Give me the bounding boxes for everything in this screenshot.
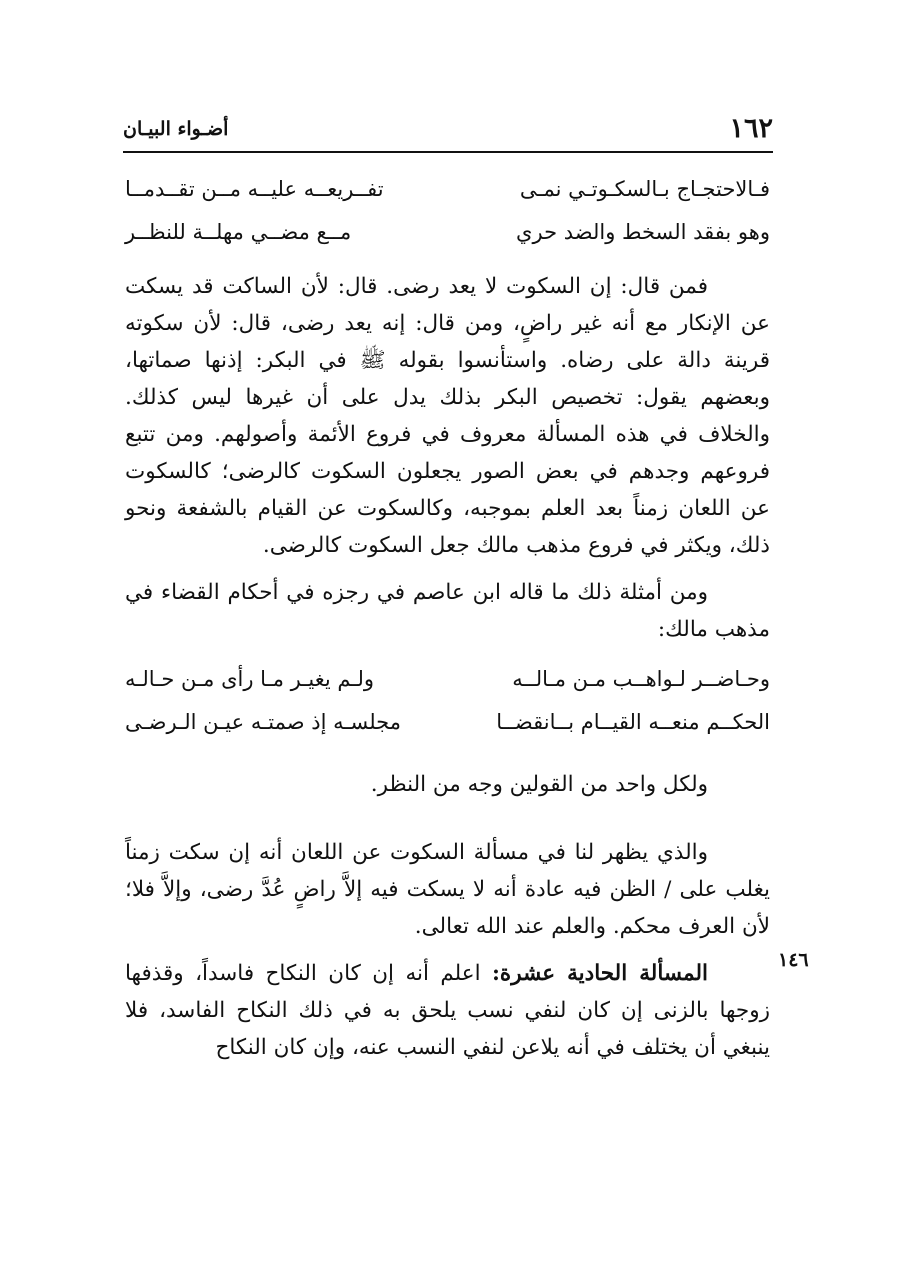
verse-second-hemistich: تفــريعــه عليــه مــن تقــدمــا [125, 177, 384, 201]
header-rule [123, 151, 773, 153]
verse-second-hemistich: ولـم يغيـر مـا رأى مـن حـالـه [125, 667, 375, 691]
verse-commentary: ولكل واحد من القولين وجه من النظر. [370, 771, 708, 797]
verse-second-hemistich: مــع مضــي مهلــة للنظــر [125, 220, 352, 244]
book-title: أضـواء البيـان [123, 118, 229, 140]
paragraph [125, 955, 770, 1066]
verse-line [125, 658, 770, 701]
verse-first-hemistich: الحكــم منعــه القيــام بــانقضــا [496, 710, 770, 734]
page-body [125, 168, 770, 1066]
page-number: ١٦٢ [729, 113, 773, 144]
margin-page-reference: ١٤٦ [778, 949, 809, 971]
verse-line [125, 168, 770, 211]
paragraph-text: اعلم أنه إن كان النكاح فاسداً، وقذفها زوجها بالزنى إن كان لنفي نسب يلحق به في ذلك النكاح الفاسد، فلا ينبغي أن يختلف في أنه يلاعن لنفي النسب عنه، وإن كان النكاح [125, 961, 770, 1060]
section-heading: المسألة الحادية عشرة: [492, 961, 709, 986]
verse-line [125, 211, 770, 254]
paragraph: والذي يظهر لنا في مسألة السكوت عن اللعان أنه إن سكت زمناً يغلب على / الظن فيه عادة أنه لا يسكت فيه إلاَّ راضٍ عُدَّ رضى، وإلاَّ فلا؛ لأن العرف محكم. والعلم عند الله تعالى. [125, 840, 770, 939]
verse-second-hemistich: مجلسـه إذ صمتـه عيـن الـرضـى [125, 710, 401, 734]
verse-first-hemistich: وحـاضــر لـواهــب مـن مـالــه [512, 667, 770, 691]
verse-line [125, 701, 770, 744]
paragraph: فمن قال: إن السكوت لا يعد رضى. قال: لأن الساكت قد يسكت عن الإنكار مع أنه غير راضٍ، ومن قال: إنه يعد رضى، قال: لأن سكوته قرينة دالة على رضاه. واستأنسوا بقوله ﷺ في البكر: إذنها صماتها، وبعضهم يقول: تخصيص البكر بذلك يدل على أن غيرها ليس كذلك. والخلاف في هذه المسألة معروف في فروع الأئمة وأصولهم. ومن تتبع فروعهم وجدهم في بعض الصور يجعلون السكوت كالرضى؛ كالسكوت عن اللعان زمناً بعد العلم بموجبه، وكالسكوت عن القيام بالشفعة ونحو ذلك، ويكثر في فروع مذهب مالك جعل السكوت كالرضى. [125, 274, 770, 558]
verse-first-hemistich: فـالاحتجـاج بـالسكـوتـي نمـى [519, 177, 770, 201]
paragraph: ومن أمثلة ذلك ما قاله ابن عاصم في رجزه في أحكام القضاء في مذهب مالك: [125, 580, 770, 642]
page-header [123, 112, 773, 148]
verse-first-hemistich: وهو بفقد السخط والضد حري [516, 220, 770, 244]
